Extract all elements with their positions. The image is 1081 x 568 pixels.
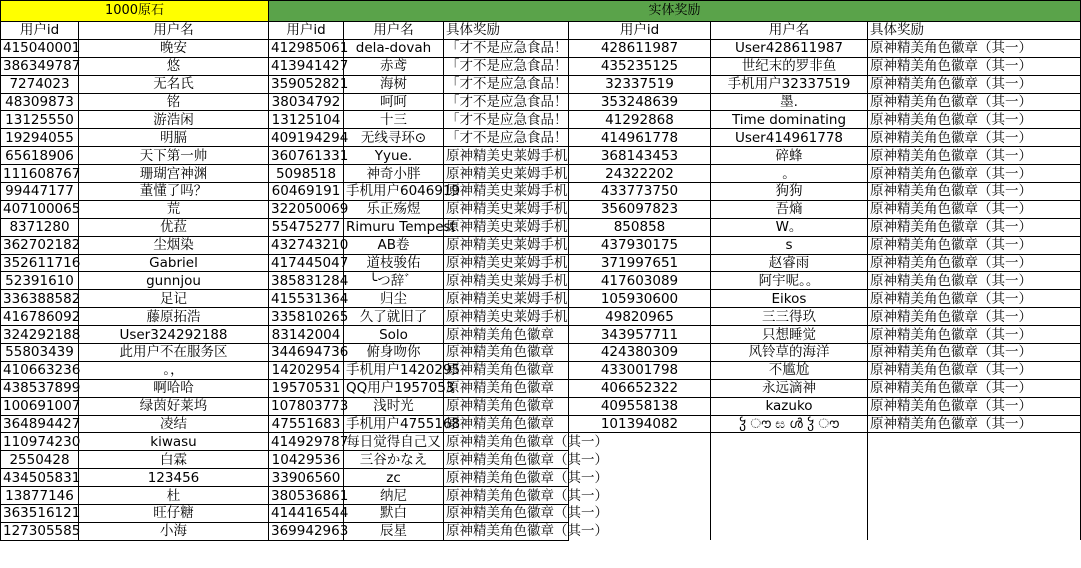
user-id-cell[interactable]: 385831284 [269, 272, 344, 290]
username-cell[interactable] [711, 487, 868, 505]
table-row [1, 522, 1081, 540]
user-id-cell[interactable]: 415531364 [269, 290, 344, 308]
reward-cell[interactable]: 原神精美角色徽章（其一） [868, 218, 1081, 236]
user-id-cell[interactable]: 110974230 [1, 433, 79, 451]
user-id-cell[interactable]: 433773750 [569, 183, 711, 201]
username-cell[interactable]: 三谷かなえ [344, 451, 444, 469]
table-row [1, 129, 1081, 147]
user-id-cell[interactable]: 417603089 [569, 272, 711, 290]
user-id-cell[interactable]: 344694736 [269, 344, 344, 362]
reward-cell[interactable]: 「才不是应急食品！ [444, 129, 569, 147]
username-cell[interactable]: Gabriel [79, 254, 269, 272]
user-id-cell[interactable]: 336388582 [1, 290, 79, 308]
user-id-cell[interactable]: 324292188 [1, 326, 79, 344]
reward-cell[interactable]: 原神精美角色徽章（其一） [868, 75, 1081, 93]
username-cell[interactable]: 赤鸢 [344, 57, 444, 75]
username-cell[interactable]: 杜 [79, 487, 269, 505]
header-cell[interactable]: 具体奖励 [868, 22, 1081, 40]
reward-cell[interactable]: 原神精美角色徽章（其一） [868, 165, 1081, 183]
reward-cell[interactable]: 原神精美角色徽章（其一） [868, 93, 1081, 111]
user-id-cell[interactable]: 7274023 [1, 75, 79, 93]
user-id-cell[interactable]: 356097823 [569, 200, 711, 218]
username-cell[interactable]: 董懂了吗？ [79, 183, 269, 201]
header-row [1, 22, 1081, 40]
user-id-cell[interactable]: 33906560 [269, 469, 344, 487]
reward-cell[interactable]: 原神精美角色徽章（其一） [444, 469, 569, 487]
user-id-cell[interactable]: 10429536 [269, 451, 344, 469]
reward-cell[interactable]: 原神精美角色徽章（其一） [444, 487, 569, 505]
user-id-cell[interactable]: 127305585 [1, 522, 79, 540]
user-id-cell[interactable]: 438537899 [1, 379, 79, 397]
reward-cell[interactable]: 原神精美角色徽章（其一） [868, 308, 1081, 326]
user-id-cell[interactable]: 48309873 [1, 93, 79, 111]
user-id-cell[interactable]: 105930600 [569, 290, 711, 308]
user-id-cell[interactable]: 107803773 [269, 397, 344, 415]
user-id-cell[interactable]: 417445047 [269, 254, 344, 272]
username-cell[interactable]: 绿茵好莱坞 [79, 397, 269, 415]
table-row [1, 218, 1081, 236]
username-cell[interactable]: Solo [344, 326, 444, 344]
table-row [1, 75, 1081, 93]
username-cell[interactable]: 每日觉得自己又 [344, 433, 444, 451]
table-row [1, 254, 1081, 272]
header-cell[interactable]: 用户id [1, 22, 79, 40]
username-cell[interactable]: 晚安 [79, 39, 269, 57]
username-cell[interactable]: gunnjou [79, 272, 269, 290]
user-id-cell[interactable]: 8371280 [1, 218, 79, 236]
reward-cell[interactable]: 原神精美史莱姆手机 [444, 147, 569, 165]
reward-cell[interactable]: 原神精美角色徽章（其一） [868, 57, 1081, 75]
reward-cell[interactable]: 原神精美角色徽章（其一） [444, 433, 569, 451]
username-cell[interactable]: User324292188 [79, 326, 269, 344]
reward-cell[interactable]: 原神精美角色徽章（其一） [444, 451, 569, 469]
reward-cell[interactable]: 原神精美角色徽章（其一） [868, 111, 1081, 129]
reward-cell[interactable]: 原神精美史莱姆手机 [444, 254, 569, 272]
user-id-cell[interactable]: 407100065 [1, 200, 79, 218]
reward-cell[interactable] [868, 469, 1081, 487]
username-cell[interactable]: s [711, 236, 868, 254]
banner-primogems[interactable]: 1000原石 [1, 1, 269, 22]
username-cell[interactable]: 足记 [79, 290, 269, 308]
banner-row [1, 1, 1081, 22]
table-row [1, 308, 1081, 326]
username-cell[interactable]: dela-dovah [344, 39, 444, 57]
username-cell[interactable]: W。 [711, 218, 868, 236]
reward-cell[interactable]: 原神精美角色徽章（其一） [868, 147, 1081, 165]
reward-cell[interactable]: 原神精美角色徽章（其一） [444, 522, 569, 540]
username-cell[interactable]: 手机用户4755168 [344, 415, 444, 433]
user-id-cell[interactable]: 380536861 [269, 487, 344, 505]
table-row [1, 361, 1081, 379]
username-cell[interactable]: 明膈 [79, 129, 269, 147]
reward-cell[interactable] [868, 487, 1081, 505]
table-row [1, 39, 1081, 57]
user-id-cell[interactable]: 5098518 [269, 165, 344, 183]
user-id-cell[interactable]: 414929787 [269, 433, 344, 451]
user-id-cell[interactable]: 428611987 [569, 39, 711, 57]
user-id-cell[interactable]: 414416544 [269, 505, 344, 523]
reward-cell[interactable]: 原神精美史莱姆手机 [444, 200, 569, 218]
username-cell[interactable]: 墨. [711, 93, 868, 111]
table-row [1, 326, 1081, 344]
reward-cell[interactable]: 原神精美角色徽章 [444, 326, 569, 344]
header-cell[interactable]: 具体奖励 [444, 22, 569, 40]
reward-cell[interactable]: 「才不是应急食品！ [444, 75, 569, 93]
username-cell[interactable]: ჴ ൗ ඝ ൾ ჴ ൗ [711, 415, 868, 433]
username-cell[interactable]: 。， [79, 361, 269, 379]
table-row [1, 487, 1081, 505]
username-cell[interactable]: 风铃草的海洋 [711, 344, 868, 362]
user-id-cell[interactable]: 409558138 [569, 397, 711, 415]
username-cell[interactable]: 三三得玖 [711, 308, 868, 326]
reward-cell[interactable]: 原神精美角色徽章（其一） [868, 254, 1081, 272]
username-cell[interactable]: 优菈 [79, 218, 269, 236]
username-cell[interactable]: 十三 [344, 111, 444, 129]
table-row [1, 505, 1081, 523]
user-id-cell[interactable]: 359052821 [269, 75, 344, 93]
user-id-cell[interactable]: 435235125 [569, 57, 711, 75]
username-cell[interactable]: zc [344, 469, 444, 487]
username-cell[interactable]: 悠 [79, 57, 269, 75]
table-row [1, 93, 1081, 111]
user-id-cell[interactable]: 369942963 [269, 522, 344, 540]
username-cell[interactable]: AB卷 [344, 236, 444, 254]
user-id-cell[interactable]: 362702182 [1, 236, 79, 254]
reward-cell[interactable]: 原神精美角色徽章（其一） [868, 236, 1081, 254]
username-cell[interactable]: 小海 [79, 522, 269, 540]
reward-cell[interactable]: 原神精美角色徽章（其一） [868, 361, 1081, 379]
user-id-cell[interactable]: 360761331 [269, 147, 344, 165]
user-id-cell[interactable]: 101394082 [569, 415, 711, 433]
table-row [1, 183, 1081, 201]
reward-cell[interactable]: 「才不是应急食品！ [444, 57, 569, 75]
reward-cell[interactable]: 原神精美角色徽章 [444, 361, 569, 379]
username-cell[interactable]: 只想睡觉 [711, 326, 868, 344]
user-id-cell[interactable]: 83142004 [269, 326, 344, 344]
username-cell[interactable]: 浅时光 [344, 397, 444, 415]
username-cell[interactable]: 俯身吻你 [344, 344, 444, 362]
username-cell[interactable]: 道枝骏佑 [344, 254, 444, 272]
username-cell[interactable]: 游浩闲 [79, 111, 269, 129]
user-id-cell[interactable]: 41292868 [569, 111, 711, 129]
username-cell[interactable]: Yyue. [344, 147, 444, 165]
reward-cell[interactable]: 原神精美角色徽章（其一） [444, 505, 569, 523]
username-cell[interactable]: 天下第一帅 [79, 147, 269, 165]
user-id-cell[interactable]: 412985061 [269, 39, 344, 57]
username-cell[interactable]: 碎蜂 [711, 147, 868, 165]
user-id-cell[interactable]: 38034792 [269, 93, 344, 111]
user-id-cell[interactable]: 32337519 [569, 75, 711, 93]
user-id-cell[interactable]: 65618906 [1, 147, 79, 165]
table-row [1, 379, 1081, 397]
reward-cell[interactable]: 原神精美角色徽章 [444, 415, 569, 433]
username-cell[interactable]: 狗狗 [711, 183, 868, 201]
header-cell[interactable]: 用户id [269, 22, 344, 40]
table-row [1, 272, 1081, 290]
user-id-cell[interactable]: 353248639 [569, 93, 711, 111]
username-cell[interactable]: 荒 [79, 200, 269, 218]
reward-cell[interactable]: 「才不是应急食品！ [444, 39, 569, 57]
username-cell[interactable]: 123456 [79, 469, 269, 487]
user-id-cell[interactable]: 55803439 [1, 344, 79, 362]
username-cell[interactable]: ╰つ辞゛ [344, 272, 444, 290]
table-row [1, 433, 1081, 451]
reward-cell[interactable]: 原神精美角色徽章 [444, 397, 569, 415]
table-row [1, 344, 1081, 362]
reward-cell[interactable] [868, 433, 1081, 451]
header-cell[interactable]: 用户id [569, 22, 711, 40]
user-id-cell[interactable]: 414961778 [569, 129, 711, 147]
user-id-cell[interactable]: 850858 [569, 218, 711, 236]
username-cell[interactable] [711, 433, 868, 451]
username-cell[interactable]: 尘烟染 [79, 236, 269, 254]
reward-cell[interactable]: 原神精美角色徽章（其一） [868, 344, 1081, 362]
user-id-cell[interactable]: 99447177 [1, 183, 79, 201]
user-id-cell[interactable]: 14202954 [269, 361, 344, 379]
user-id-cell[interactable]: 2550428 [1, 451, 79, 469]
user-id-cell[interactable]: 111608767 [1, 165, 79, 183]
user-id-cell[interactable]: 49820965 [569, 308, 711, 326]
username-cell[interactable]: 白霖 [79, 451, 269, 469]
reward-cell[interactable] [868, 505, 1081, 523]
username-cell[interactable] [711, 469, 868, 487]
reward-cell[interactable]: 原神精美史莱姆手机 [444, 290, 569, 308]
user-id-cell[interactable]: 363516121 [1, 505, 79, 523]
user-id-cell[interactable]: 55475277 [269, 218, 344, 236]
user-id-cell[interactable]: 322050069 [269, 200, 344, 218]
username-cell[interactable]: User428611987 [711, 39, 868, 57]
username-cell[interactable]: 吾熵 [711, 200, 868, 218]
username-cell[interactable]: 辰星 [344, 522, 444, 540]
user-id-cell[interactable]: 371997651 [569, 254, 711, 272]
username-cell[interactable]: 无名氏 [79, 75, 269, 93]
user-id-cell[interactable]: 437930175 [569, 236, 711, 254]
username-cell[interactable]: kazuko [711, 397, 868, 415]
username-cell[interactable]: 世纪末的罗非鱼 [711, 57, 868, 75]
reward-cell[interactable]: 原神精美角色徽章（其一） [868, 397, 1081, 415]
reward-cell[interactable] [868, 522, 1081, 540]
user-id-cell[interactable]: 415040001 [1, 39, 79, 57]
user-id-cell[interactable]: 410663236 [1, 361, 79, 379]
username-cell[interactable]: User414961778 [711, 129, 868, 147]
user-id-cell[interactable]: 406652322 [569, 379, 711, 397]
user-id-cell[interactable]: 364894427 [1, 415, 79, 433]
user-id-cell[interactable]: 24322202 [569, 165, 711, 183]
reward-cell[interactable]: 原神精美角色徽章（其一） [868, 326, 1081, 344]
user-id-cell[interactable]: 13125550 [1, 111, 79, 129]
user-id-cell[interactable]: 100691007 [1, 397, 79, 415]
user-id-cell[interactable]: 19570531 [269, 379, 344, 397]
table-row [1, 165, 1081, 183]
reward-cell[interactable]: 「才不是应急食品！ [444, 111, 569, 129]
username-cell[interactable]: 归尘 [344, 290, 444, 308]
username-cell[interactable]: QQ用户1957053 [344, 379, 444, 397]
username-cell[interactable]: 旺仔糖 [79, 505, 269, 523]
reward-cell[interactable]: 「才不是应急食品！ [444, 93, 569, 111]
table-row [1, 290, 1081, 308]
reward-cell[interactable] [868, 451, 1081, 469]
reward-cell[interactable]: 原神精美史莱姆手机 [444, 183, 569, 201]
username-cell[interactable]: 纳尼 [344, 487, 444, 505]
username-cell[interactable] [711, 451, 868, 469]
username-cell[interactable]: 此用户不在服务区 [79, 344, 269, 362]
header-cell[interactable]: 用户名 [344, 22, 444, 40]
username-cell[interactable]: 。 [711, 165, 868, 183]
user-id-cell[interactable]: 434505831 [1, 469, 79, 487]
reward-cell[interactable]: 原神精美角色徽章（其一） [868, 129, 1081, 147]
user-id-cell[interactable]: 352611716 [1, 254, 79, 272]
username-cell[interactable]: 手机用户1420295 [344, 361, 444, 379]
username-cell[interactable]: 赵睿雨 [711, 254, 868, 272]
user-id-cell[interactable]: 13125104 [269, 111, 344, 129]
user-id-cell[interactable]: 13877146 [1, 487, 79, 505]
table-row [1, 415, 1081, 433]
username-cell[interactable]: 久了就旧了 [344, 308, 444, 326]
username-cell[interactable]: 凌结 [79, 415, 269, 433]
reward-cell[interactable]: 原神精美角色徽章（其一） [868, 183, 1081, 201]
table-row [1, 57, 1081, 75]
username-cell[interactable]: 无线寻环⊙ [344, 129, 444, 147]
user-id-cell[interactable]: 424380309 [569, 344, 711, 362]
reward-cell[interactable]: 原神精美史莱姆手机 [444, 272, 569, 290]
reward-cell[interactable]: 原神精美角色徽章（其一） [868, 415, 1081, 433]
user-id-cell[interactable]: 343957711 [569, 326, 711, 344]
reward-cell[interactable]: 原神精美角色徽章（其一） [868, 39, 1081, 57]
user-id-cell[interactable]: 413941427 [269, 57, 344, 75]
username-cell[interactable]: Rimuru Tempest [344, 218, 444, 236]
reward-cell[interactable]: 原神精美角色徽章（其一） [868, 290, 1081, 308]
user-id-cell[interactable]: 60469191 [269, 183, 344, 201]
username-cell[interactable]: 珊瑚宫神渊 [79, 165, 269, 183]
user-id-cell[interactable]: 335810265 [269, 308, 344, 326]
reward-cell[interactable]: 原神精美角色徽章 [444, 344, 569, 362]
header-cell[interactable]: 用户名 [711, 22, 868, 40]
username-cell[interactable]: 不尴尬 [711, 361, 868, 379]
user-id-cell[interactable]: 432743210 [269, 236, 344, 254]
username-cell[interactable]: kiwasu [79, 433, 269, 451]
user-id-cell[interactable]: 47551683 [269, 415, 344, 433]
username-cell[interactable]: 海树 [344, 75, 444, 93]
username-cell[interactable]: 乐正殇煜 [344, 200, 444, 218]
username-cell[interactable]: 啊哈哈 [79, 379, 269, 397]
user-id-cell[interactable]: 368143453 [569, 147, 711, 165]
reward-cell[interactable]: 原神精美史莱姆手机 [444, 308, 569, 326]
username-cell[interactable]: 铭 [79, 93, 269, 111]
reward-cell[interactable]: 原神精美史莱姆手机 [444, 236, 569, 254]
user-id-cell[interactable]: 409194294 [269, 129, 344, 147]
table-row [1, 451, 1081, 469]
username-cell[interactable]: 永远滴神 [711, 379, 868, 397]
username-cell[interactable]: 阿宇呢。。 [711, 272, 868, 290]
user-id-cell[interactable]: 433001798 [569, 361, 711, 379]
username-cell[interactable]: 呵呵 [344, 93, 444, 111]
table-row [1, 200, 1081, 218]
table-row [1, 397, 1081, 415]
username-cell[interactable]: 手机用户6046919 [344, 183, 444, 201]
reward-cell[interactable]: 原神精美史莱姆手机 [444, 218, 569, 236]
username-cell[interactable]: 默白 [344, 505, 444, 523]
username-cell[interactable]: Time dominating [711, 111, 868, 129]
user-id-cell[interactable]: 386349787 [1, 57, 79, 75]
username-cell[interactable] [711, 505, 868, 523]
username-cell[interactable]: Eikos [711, 290, 868, 308]
username-cell[interactable]: 手机用户32337519 [711, 75, 868, 93]
username-cell[interactable]: 神奇小胖 [344, 165, 444, 183]
user-id-cell[interactable]: 52391610 [1, 272, 79, 290]
reward-cell[interactable]: 原神精美史莱姆手机 [444, 165, 569, 183]
banner-physical-rewards[interactable]: 实体奖励 [269, 1, 1081, 22]
reward-cell[interactable]: 原神精美角色徽章（其一） [868, 272, 1081, 290]
table-row [1, 469, 1081, 487]
user-id-cell[interactable]: 416786092 [1, 308, 79, 326]
username-cell[interactable] [711, 522, 868, 540]
header-cell[interactable]: 用户名 [79, 22, 269, 40]
table-row [1, 111, 1081, 129]
reward-cell[interactable]: 原神精美角色徽章（其一） [868, 379, 1081, 397]
table-row [1, 236, 1081, 254]
table-row [1, 147, 1081, 165]
reward-cell[interactable]: 原神精美角色徽章（其一） [868, 200, 1081, 218]
reward-cell[interactable]: 原神精美角色徽章 [444, 379, 569, 397]
user-id-cell[interactable]: 19294055 [1, 129, 79, 147]
username-cell[interactable]: 藤原拓浩 [79, 308, 269, 326]
